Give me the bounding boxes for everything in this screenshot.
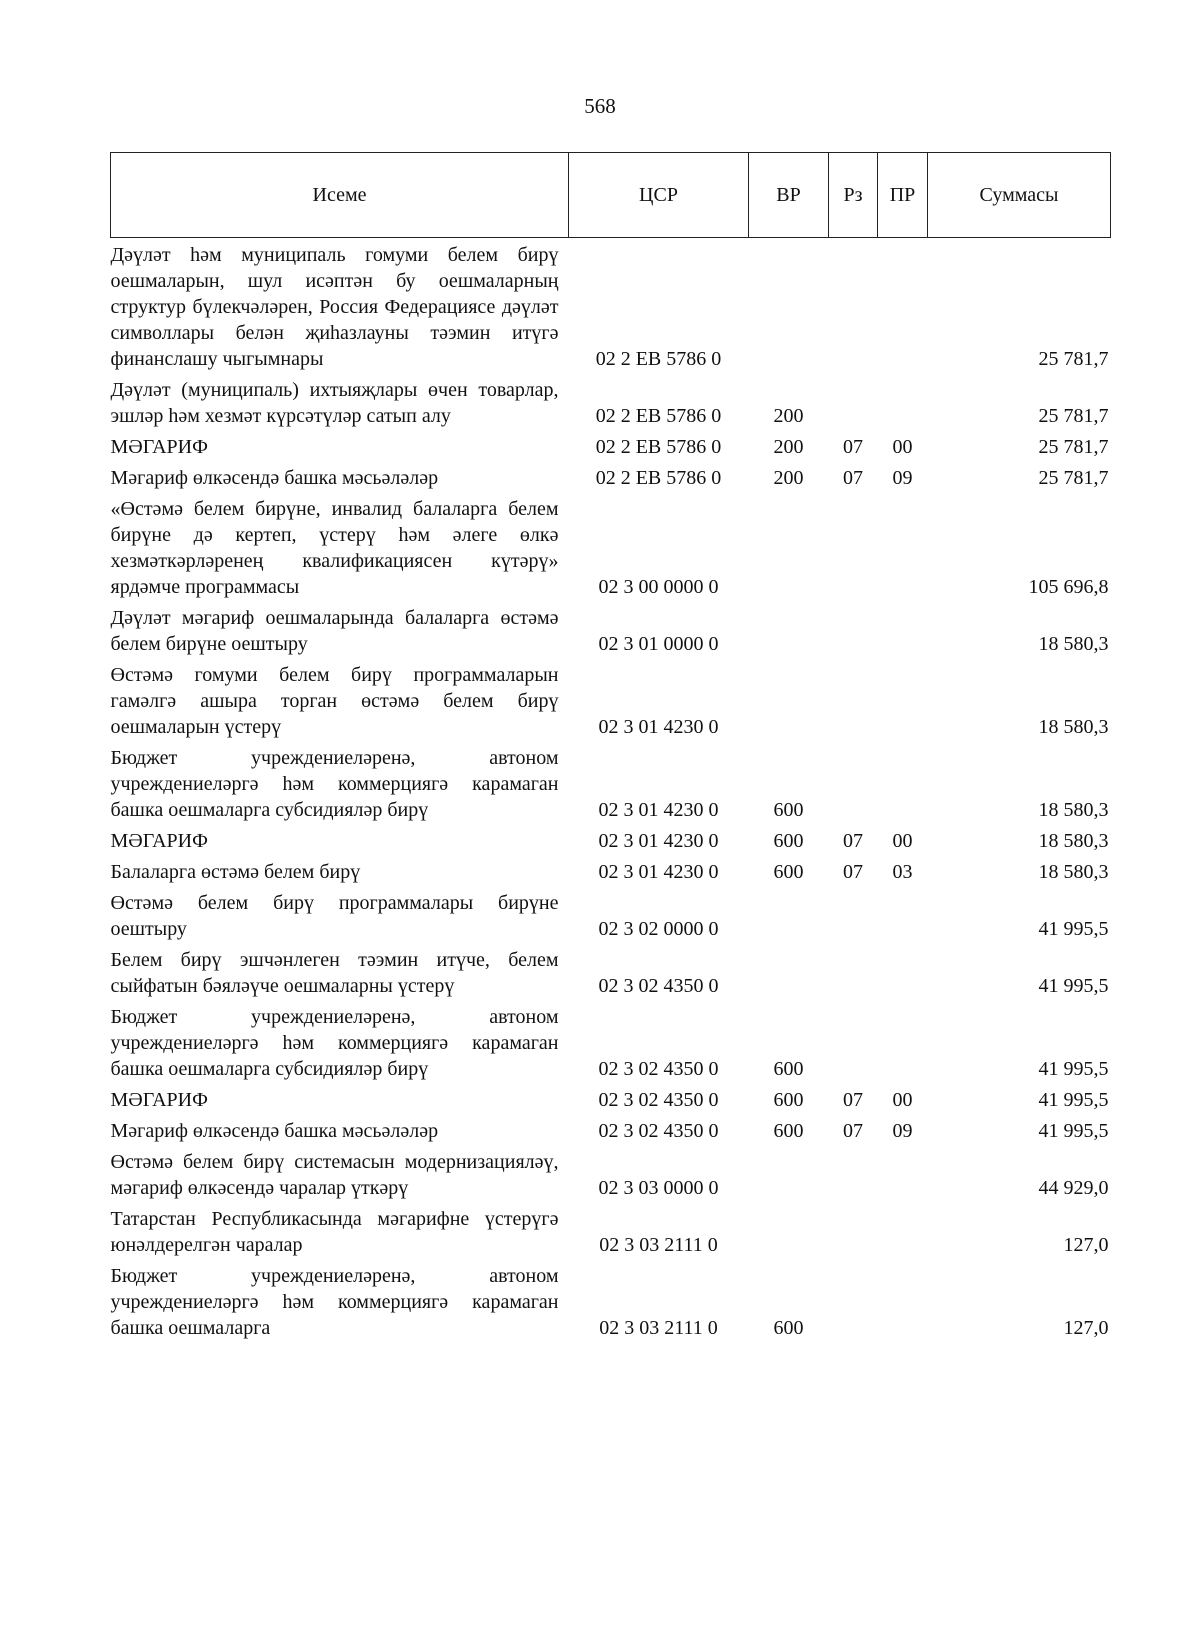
header-pr: ПР bbox=[878, 153, 928, 238]
header-sum: Суммасы bbox=[928, 153, 1111, 238]
cell-pr: 09 bbox=[892, 1120, 913, 1142]
cell-csr: 02 3 01 4230 0 bbox=[598, 716, 719, 738]
header-rz: Рз bbox=[829, 153, 878, 238]
cell-vr: 600 bbox=[773, 799, 804, 821]
cell-vr: 200 bbox=[773, 405, 804, 427]
cell-name: Өстәмә гомуми белем бирү программаларын гамәлгә ашыра торган өстәмә белем бирү оешмаларын үстерү bbox=[110, 664, 559, 738]
cell-rz: 07 bbox=[843, 467, 863, 489]
cell-pr: 00 bbox=[892, 436, 913, 458]
table-row bbox=[111, 826, 1111, 857]
table-row bbox=[111, 432, 1111, 463]
cell-vr: 600 bbox=[773, 1317, 804, 1339]
cell-csr: 02 3 02 4350 0 bbox=[598, 1120, 719, 1142]
cell-pr bbox=[878, 945, 928, 1002]
cell-rz bbox=[829, 1002, 878, 1085]
cell-vr: 200 bbox=[773, 467, 804, 489]
table-row bbox=[111, 1002, 1111, 1085]
cell-pr: 09 bbox=[892, 467, 913, 489]
cell-csr: 02 3 02 4350 0 bbox=[598, 1089, 719, 1111]
cell-csr: 02 3 03 2111 0 bbox=[599, 1234, 718, 1256]
cell-name: Бюджет учреждениеләренә, автоном учреждениеләргә һәм коммерциягә карамаган башка оешмаларга субсидияләр бирү bbox=[110, 747, 559, 821]
cell-rz bbox=[829, 743, 878, 826]
cell-vr bbox=[749, 1204, 829, 1261]
cell-sum: 127,0 bbox=[1063, 1317, 1109, 1339]
cell-name: Мәгариф өлкәсендә башка мәсьәләләр bbox=[110, 1120, 439, 1142]
cell-csr: 02 3 00 0000 0 bbox=[598, 576, 719, 598]
cell-vr bbox=[749, 660, 829, 743]
cell-sum: 25 781,7 bbox=[1038, 348, 1109, 370]
cell-csr: 02 3 03 0000 0 bbox=[598, 1177, 719, 1199]
cell-name: Дәүләт һәм муниципаль гомуми белем бирү оешмаларын, шул исәптән бу оешмаларның структур бүлекчәләрен, Россия Федерациясе дәүләт символлары белән җиһазлауны тәэмин итүгә финанслашу чыгымнары bbox=[110, 244, 559, 370]
table-row bbox=[111, 1116, 1111, 1147]
cell-pr bbox=[878, 603, 928, 660]
cell-pr bbox=[878, 660, 928, 743]
cell-csr: 02 3 01 4230 0 bbox=[598, 861, 719, 883]
cell-vr: 600 bbox=[773, 1089, 804, 1111]
cell-vr bbox=[749, 945, 829, 1002]
cell-pr bbox=[878, 375, 928, 432]
cell-name: Татарстан Республикасында мәгарифне үстерүгә юнәлдерелгән чаралар bbox=[110, 1208, 559, 1256]
cell-pr: 00 bbox=[892, 830, 913, 852]
cell-sum: 18 580,3 bbox=[1038, 716, 1109, 738]
cell-rz bbox=[829, 238, 878, 376]
cell-csr: 02 3 02 0000 0 bbox=[598, 918, 719, 940]
cell-rz: 07 bbox=[843, 861, 863, 883]
table-row bbox=[111, 888, 1111, 945]
cell-pr bbox=[878, 1002, 928, 1085]
cell-sum: 18 580,3 bbox=[1038, 633, 1109, 655]
cell-vr bbox=[749, 494, 829, 603]
header-name: Исеме bbox=[111, 153, 569, 238]
cell-csr: 02 2 ЕВ 5786 0 bbox=[595, 467, 722, 489]
table-row bbox=[111, 494, 1111, 603]
table-body bbox=[111, 238, 1111, 1345]
cell-rz bbox=[829, 945, 878, 1002]
cell-rz bbox=[829, 494, 878, 603]
cell-rz bbox=[829, 1261, 878, 1344]
cell-sum: 18 580,3 bbox=[1038, 861, 1109, 883]
cell-name: МӘГАРИФ bbox=[110, 1089, 208, 1111]
header-vr: ВР bbox=[749, 153, 829, 238]
cell-vr: 600 bbox=[773, 830, 804, 852]
page-number: 568 bbox=[584, 94, 616, 118]
cell-sum: 105 696,8 bbox=[1028, 576, 1109, 598]
cell-pr bbox=[878, 888, 928, 945]
cell-pr bbox=[878, 238, 928, 376]
cell-csr: 02 3 03 2111 0 bbox=[599, 1317, 718, 1339]
cell-pr bbox=[878, 1204, 928, 1261]
cell-rz bbox=[829, 1204, 878, 1261]
cell-sum: 41 995,5 bbox=[1038, 975, 1109, 997]
cell-vr bbox=[749, 888, 829, 945]
cell-rz bbox=[829, 888, 878, 945]
cell-sum: 41 995,5 bbox=[1038, 1120, 1109, 1142]
cell-vr: 600 bbox=[773, 1120, 804, 1142]
cell-name: Мәгариф өлкәсендә башка мәсьәләләр bbox=[110, 467, 439, 489]
cell-sum: 127,0 bbox=[1063, 1234, 1109, 1256]
cell-vr: 600 bbox=[773, 1058, 804, 1080]
table-row bbox=[111, 463, 1111, 494]
cell-name: «Өстәмә белем бирүне, инвалид балаларга белем бирүне дә кертеп, үстерү һәм әлеге өлкә хезмәткәрләренең квалификациясен күтәрү» ярдәмче программасы bbox=[110, 498, 559, 598]
cell-vr bbox=[749, 238, 829, 376]
cell-sum: 25 781,7 bbox=[1038, 467, 1109, 489]
cell-vr bbox=[749, 603, 829, 660]
cell-name: Балаларга өстәмә белем бирү bbox=[110, 861, 361, 883]
table-row bbox=[111, 660, 1111, 743]
table-row bbox=[111, 1147, 1111, 1204]
cell-name: МӘГАРИФ bbox=[110, 830, 208, 852]
table-header bbox=[111, 153, 1111, 238]
cell-csr: 02 3 01 0000 0 bbox=[598, 633, 719, 655]
table-row bbox=[111, 945, 1111, 1002]
budget-table bbox=[110, 152, 1111, 1344]
table-row bbox=[111, 1204, 1111, 1261]
cell-rz bbox=[829, 375, 878, 432]
cell-vr bbox=[749, 1147, 829, 1204]
cell-rz: 07 bbox=[843, 436, 863, 458]
cell-name: МӘГАРИФ bbox=[110, 436, 208, 458]
cell-csr: 02 2 ЕВ 5786 0 bbox=[595, 348, 722, 370]
cell-rz: 07 bbox=[843, 830, 863, 852]
cell-name: Белем бирү эшчәнлеген тәэмин итүче, белем сыйфатын бәяләүче оешмаларны үстерү bbox=[110, 949, 559, 997]
table-row bbox=[111, 857, 1111, 888]
cell-pr: 00 bbox=[892, 1089, 913, 1111]
cell-rz: 07 bbox=[843, 1089, 863, 1111]
cell-name: Дәүләт мәгариф оешмаларында балаларга өстәмә белем бирүне оештыру bbox=[110, 607, 559, 655]
cell-sum: 41 995,5 bbox=[1038, 1089, 1109, 1111]
cell-rz bbox=[829, 603, 878, 660]
cell-rz: 07 bbox=[843, 1120, 863, 1142]
cell-sum: 25 781,7 bbox=[1038, 405, 1109, 427]
cell-vr: 600 bbox=[773, 861, 804, 883]
cell-vr: 200 bbox=[773, 436, 804, 458]
cell-csr: 02 2 ЕВ 5786 0 bbox=[595, 405, 722, 427]
cell-name: Бюджет учреждениеләренә, автоном учреждениеләргә һәм коммерциягә карамаган башка оешмаларга субсидияләр бирү bbox=[110, 1006, 559, 1080]
table-row bbox=[111, 1261, 1111, 1344]
cell-csr: 02 3 02 4350 0 bbox=[598, 975, 719, 997]
cell-name: Өстәмә белем бирү системасын модернизацияләү, мәгариф өлкәсендә чаралар үткәрү bbox=[110, 1151, 559, 1199]
cell-pr bbox=[878, 1261, 928, 1344]
table-row bbox=[111, 603, 1111, 660]
cell-csr: 02 3 01 4230 0 bbox=[598, 799, 719, 821]
cell-name: Дәүләт (муниципаль) ихтыяҗлары өчен товарлар, эшләр һәм хезмәт күрсәтүләр сатып алу bbox=[110, 379, 559, 427]
table-row bbox=[111, 743, 1111, 826]
cell-pr bbox=[878, 1147, 928, 1204]
table-row bbox=[111, 1085, 1111, 1116]
table-row bbox=[111, 375, 1111, 432]
cell-sum: 41 995,5 bbox=[1038, 1058, 1109, 1080]
cell-name: Өстәмә белем бирү программалары бирүне оештыру bbox=[110, 892, 559, 940]
cell-rz bbox=[829, 1147, 878, 1204]
cell-csr: 02 3 02 4350 0 bbox=[598, 1058, 719, 1080]
cell-sum: 41 995,5 bbox=[1038, 918, 1109, 940]
cell-csr: 02 3 01 4230 0 bbox=[598, 830, 719, 852]
cell-sum: 18 580,3 bbox=[1038, 830, 1109, 852]
table-row bbox=[111, 238, 1111, 376]
cell-pr bbox=[878, 494, 928, 603]
cell-rz bbox=[829, 660, 878, 743]
cell-sum: 44 929,0 bbox=[1038, 1177, 1109, 1199]
cell-pr bbox=[878, 743, 928, 826]
cell-sum: 25 781,7 bbox=[1038, 436, 1109, 458]
cell-csr: 02 2 ЕВ 5786 0 bbox=[595, 436, 722, 458]
cell-pr: 03 bbox=[892, 861, 913, 883]
cell-sum: 18 580,3 bbox=[1038, 799, 1109, 821]
cell-name: Бюджет учреждениеләренә, автоном учреждениеләргә һәм коммерциягә карамаган башка оешмаларга bbox=[110, 1265, 559, 1339]
header-csr: ЦСР bbox=[569, 153, 749, 238]
